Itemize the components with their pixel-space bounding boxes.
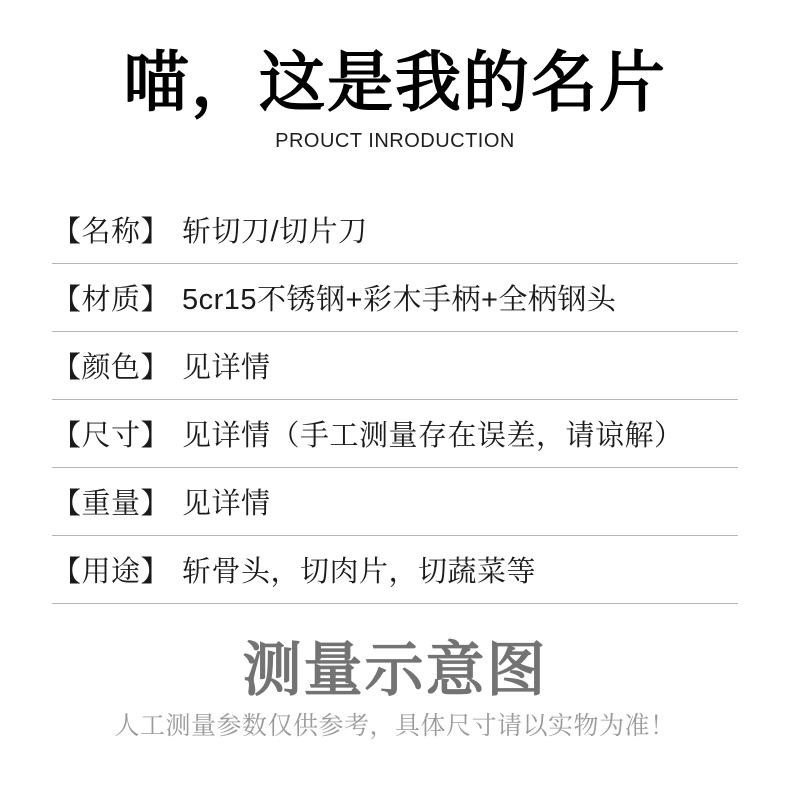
spec-label: 【用途】 xyxy=(52,555,171,588)
page-title: 喵，这是我的名片 xyxy=(123,45,667,119)
spec-row-weight xyxy=(52,468,738,536)
measure-section xyxy=(0,638,790,741)
spec-value: 见详情（手工测量存在误差，请谅解） xyxy=(182,419,684,452)
page-subtitle: PROUCT INRODUCTION xyxy=(275,129,515,152)
spec-row-usage xyxy=(52,536,738,604)
spec-list xyxy=(52,196,738,604)
spec-label: 【重量】 xyxy=(52,487,171,520)
measure-disclaimer-note: 人工测量参数仅供参考，具体尺寸请以实物为准！ xyxy=(114,711,676,740)
spec-row-size xyxy=(52,400,738,468)
spec-value: 5cr15不锈钢+彩木手柄+全柄钢头 xyxy=(182,283,617,316)
spec-row-color xyxy=(52,332,738,400)
spec-value: 见详情 xyxy=(182,351,271,384)
spec-label: 【材质】 xyxy=(52,283,171,316)
measure-section-title: 测量示意图 xyxy=(242,636,548,703)
spec-label: 【名称】 xyxy=(52,215,171,248)
spec-row-material xyxy=(52,264,738,332)
spec-value: 见详情 xyxy=(182,487,271,520)
spec-row-name xyxy=(52,196,738,264)
spec-label: 【颜色】 xyxy=(52,351,171,384)
spec-value: 斩切刀/切片刀 xyxy=(182,215,368,248)
spec-value: 斩骨头，切肉片，切蔬菜等 xyxy=(182,555,537,588)
spec-label: 【尺寸】 xyxy=(52,419,171,452)
header xyxy=(0,0,790,153)
